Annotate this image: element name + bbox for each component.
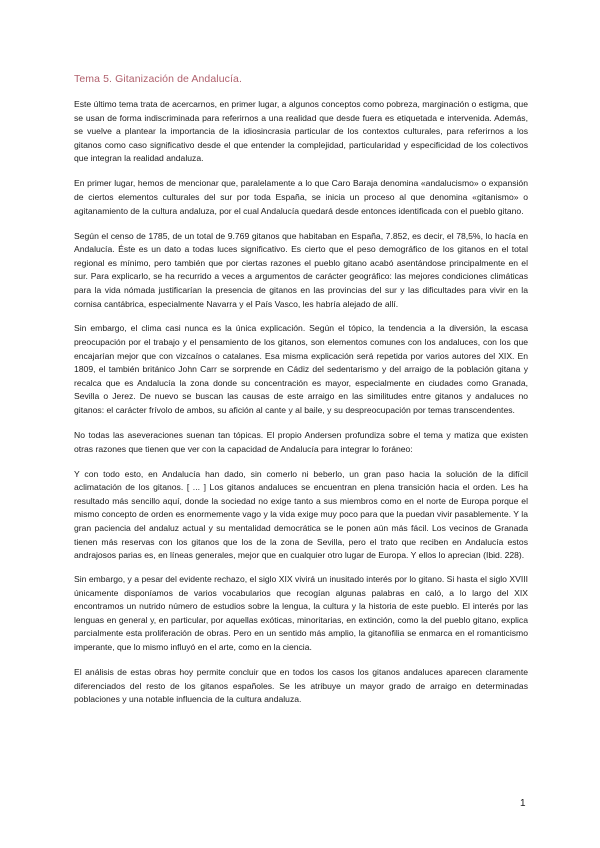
paragraph-censo: Según el censo de 1785, de un total de 9.769 gitanos que habitaban en España, 7.852, es decir, el 78,5%, lo hacía en Andalucía. Éste es un dato a todas luces significativo. Es cierto que el peso demográfico de los gitanos en el total regional es mínimo, pero también que por ciertas razones el pueblo gitano acabó asentándose principalmente en el sur. Para explicarlo, se ha recurrido a veces a argumentos de carácter geográfico: las mejores condiciones climáticas para la vida nómada justificarían la presencia de gitanos en las provincias del sur y las dificultades para vivir en la cornisa cantábrica, especialmente Navarra y el País Vasco, les habría alejado de allí. <box>74 230 528 309</box>
paragraph-andersen: No todas las aseveraciones suenan tan tópicas. El propio Andersen profundiza sobre el tema y matiza que existen otras razones que tienen que ver con la capacidad de Andalucía para integrar lo foráneo: <box>74 430 528 454</box>
paragraph-interes: Sin embargo, y a pesar del evidente rechazo, el siglo XIX vivirá un inusitado interés por lo gitano. Si hasta el siglo XVIII únicamente disponíamos de varios vocabularios que recogían algunas palabras en caló, a lo largo del XIX encontramos un nutrido número de estudios sobre la lengua, la cultura y la historia de este pueblo. El interés por las lenguas en general y, en particular, por aquellas exóticas, minoritarias, en extinción, como la del pueblo gitano, explica parcialmente esta proliferación de obras. Pero en un sentido más amplio, la gitanofilia se enmarca en el romanticismo imperante, que lo mismo influyó en el arte, como en la ciencia. <box>74 573 528 652</box>
page-number: 1 <box>520 798 526 809</box>
paragraph-clima: Sin embargo, el clima casi nunca es la única explicación. Según el tópico, la tendencia a la diversión, la escasa preocupación por el trabajo y el pensamiento de los gitanos, son elementos comunes con los andaluces, con los que encajarían mejor que con vizcaínos o catalanes. Esa misma explicación será repetida por varios autores del XIX. En 1809, el también británico John Carr se sorprende en Cádiz del sedentarismo y del arraigo de la población gitana y recalca que es Andalucía la zona donde su concentración es mayor, especialmente en ciudades como Granada, Sevilla o Jerez. De nuevo se buscan las causas de este arraigo en las similitudes entre gitanos y andaluces no gitanos: el carácter frívolo de ambos, su afición al cante y al baile, y su despreocupación por temas transcendentes. <box>74 323 528 416</box>
section-heading: Tema 5. Gitanización de Andalucía. <box>74 73 243 85</box>
document-body <box>74 98 528 718</box>
paragraph-gitanismo: En primer lugar, hemos de mencionar que, paralelamente a lo que Caro Baraja denomina «andalucismo» o expansión de ciertos elementos culturales del sur por toda España, se inicia un proceso al que denomina «gitanismo» o agitanamiento de la cultura andaluza, por el cual Andalucía quedará desde entonces identificada con el pueblo gitano. <box>74 178 528 216</box>
block-quote: Y con todo esto, en Andalucía han dado, sin comerlo ni beberlo, un gran paso hacia la solución de la difícil aclimatación de los gitanos. [ ... ] Los gitanos andaluces se encuentran en plena transición hacia el orden. Les ha resultado más sencillo aquí, donde la sociedad no exige tanto a sus miembros como en el norte de Europa porque el mismo concepto de orden es enormemente vago y la vida exige muy poco para que la puedan vivir pasablemente. Y la gran paciencia del andaluz actual y su mentalidad democrática se le ponen aún más fácil. Los vecinos de Granada tienen más reservas con los gitanos que los de la zona de Sevilla, pero el trato que reciben en Andalucía estos andrajosos parias es, en líneas generales, mejor que en cualquier otro lugar de Europa. Y ellos lo aprecian (Ibid. 228). <box>74 468 528 561</box>
paragraph-intro: Este último tema trata de acercarnos, en primer lugar, a algunos conceptos como pobreza, marginación o estigma, que se usan de forma indiscriminada para referirnos a una realidad que desde fuera es etiquetada e intervenida. Además, se vuelve a plantear la importancia de la idiosincrasia particular de los contextos culturales, para referirnos a los gitanos como caso significativo desde el que entender la complejidad, particularidad y especificidad de los colectivos que integran la realidad andaluza. <box>74 99 528 164</box>
paragraph-analisis: El análisis de estas obras hoy permite concluir que en todos los casos los gitanos andaluces aparecen claramente diferenciados del resto de los gitanos españoles. Se les atribuye un mayor grado de arraigo en determinadas poblaciones y una notable influencia de la cultura andaluza. <box>74 666 528 705</box>
